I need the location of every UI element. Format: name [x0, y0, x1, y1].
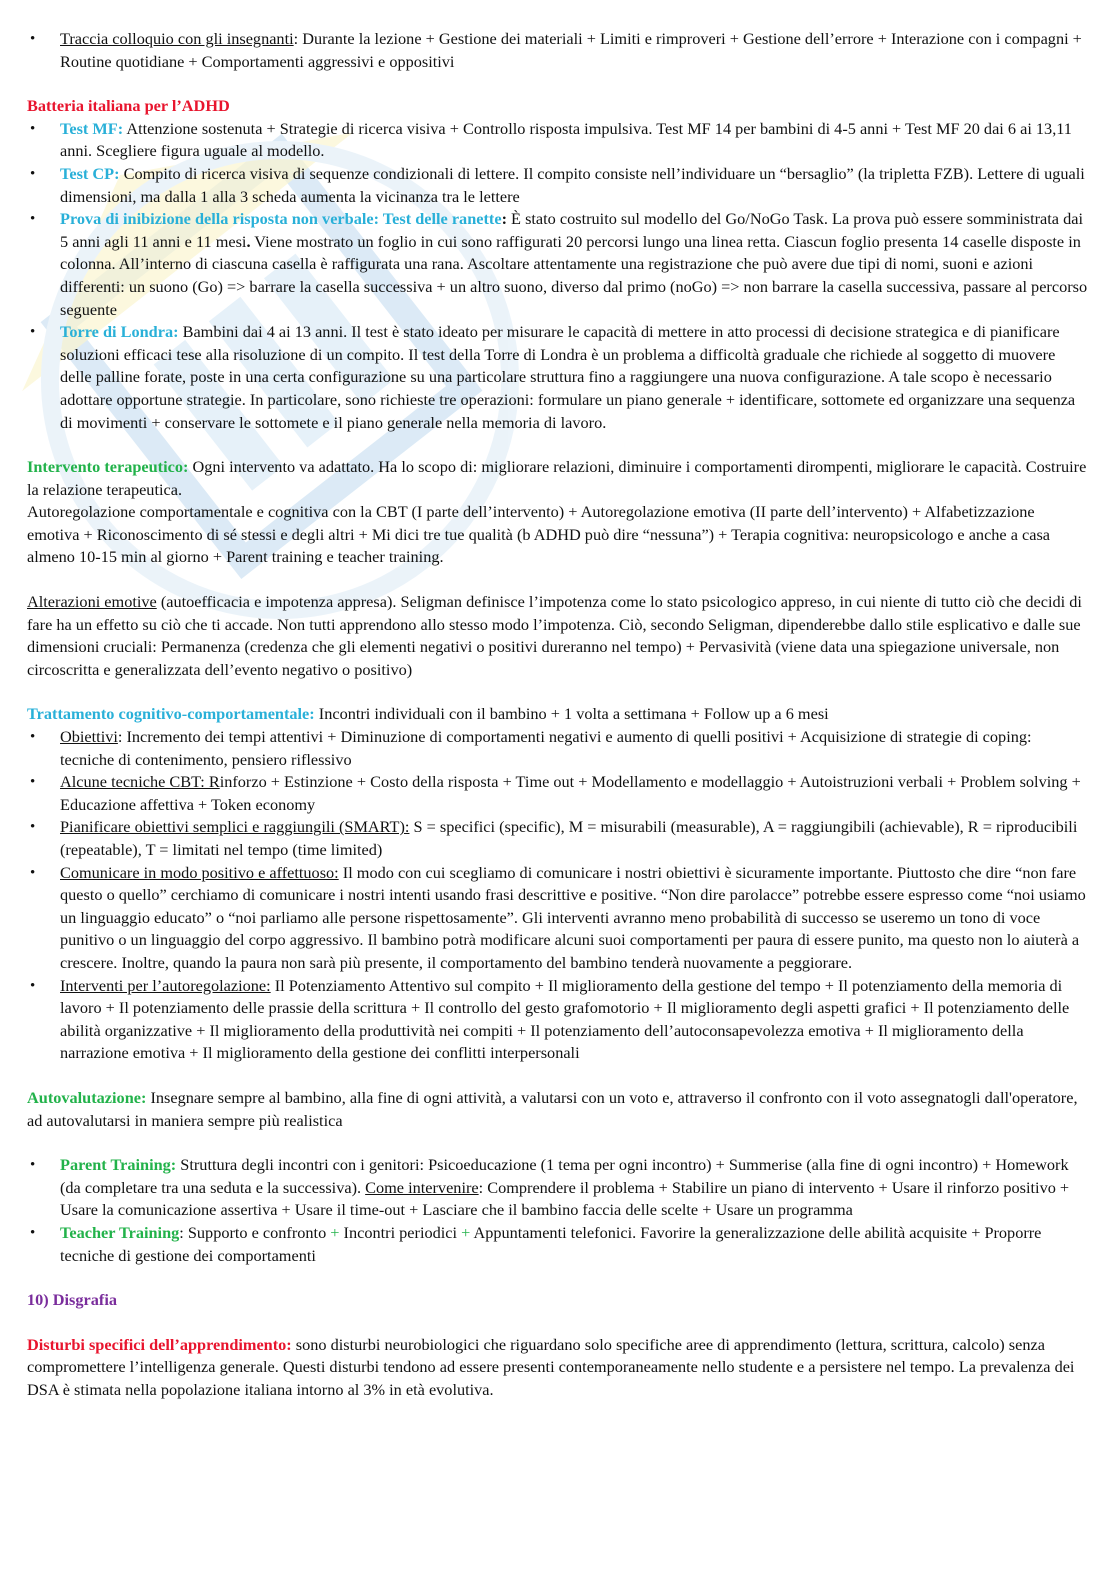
trattamento-label: Trattamento cognitivo-comportamentale:: [27, 704, 315, 724]
teacher-training-item: [27, 1222, 1089, 1267]
torre-londra-item: [27, 321, 1089, 434]
alterazioni-paragraph: [27, 591, 1089, 681]
smart-label: Pianificare obiettivi semplici e raggiungili (SMART):: [60, 817, 410, 837]
comunicare-item: [27, 862, 1089, 975]
smart-text: S = specifici (specific), M = misurabili (measurable), A = raggiungibili (achievable), R = riproducibili (repeatable), T = limitati nel tempo (time limited): [60, 817, 1078, 859]
alterazioni-label: Alterazioni emotive: [27, 592, 157, 612]
obiettivi-label: Obiettivi: [60, 727, 118, 747]
batteria-list: [27, 118, 1089, 434]
tecniche-cbt-item: [27, 771, 1089, 816]
trattamento-paragraph: [27, 703, 1089, 726]
teacher-plus-2: +: [461, 1222, 471, 1242]
parent-training-text-2: : Comprendere il problema + Stabilire un piano di intervento + Usare il rinforzo positivo + Usare la comunicazione assertiva + Usare il time-out + Lasciare che il bambino faccia delle scelte + Usare un programma: [60, 1177, 1070, 1220]
autoregolazione-text: Il Potenziamento Attentivo sul compito + Il miglioramento della gestione del tempo + Il potenziamento della memoria di lavoro + Il potenziamento delle prassie della scrittura + Il controllo del gesto grafomotorio + Il miglioramento degli aspetti grafici + Il potenziamento delle abilità organizzative + Il miglioramento della produttività nei compiti + Il potenziamento dell’autoconsapevolezza emotiva + Il miglioramento della narrazione emotiva + Il miglioramento della gestione dei conflitti interpersonali: [60, 975, 1070, 1063]
come-intervenire-label: Come intervenire: [365, 1177, 479, 1197]
obiettivi-text: : Incremento dei tempi attentivi + Diminuzione di comportamenti negativi e aumento di quelli positivi + Acquisizione di strategie di coping: tecniche di contenimento, pensiero riflessivo: [60, 727, 1032, 769]
section-10-heading: 10) Disgrafia: [27, 1290, 117, 1310]
autovalutazione-paragraph: [27, 1087, 1089, 1132]
batteria-heading: Batteria italiana per l’ADHD: [27, 96, 230, 116]
traccia-text: : Durante la lezione + Gestione dei materiali + Limiti e rimproveri + Gestione dell’errore + Interazione con i compagni + Routine quotidiane + Comportamenti aggressivi e oppositivi: [60, 29, 1082, 71]
training-list: [27, 1154, 1089, 1267]
test-cp-text: Compito di ricerca visiva di sequenze condizionali di lettere. Il compito consiste nell’individuare un “bersaglio” (la tripletta FZB). Lettere di uguali dimensioni, ma dalla 1 alla 3 scheda aumenta la vicinanza tra le lettere: [60, 163, 1085, 206]
test-ranette-text: È stato costruito sul modello del Go/NoGo Task. La prova può essere somministrata dai 5 anni agli 11 anni e 11 mesi: [60, 209, 1083, 251]
test-ranette-label: Prova di inibizione della risposta non verbale: Test delle ranette: [60, 209, 502, 229]
torre-londra-label: Torre di Londra:: [60, 322, 179, 342]
intervento-paragraph-2: Autoregolazione comportamentale e cognitiva con la CBT (I parte dell’intervento) + Autoregolazione emotiva (II parte dell’intervento) + Alfabetizzazione emotiva + Riconoscimento di sé stessi e degli altri + Mi dici tre tue qualità (b ADHD può dire “nessuna”) + Terapia cognitiva: neuropsicologo e anche a casa almeno 10-15 min al giorno + Parent training e teacher training.: [27, 502, 1051, 567]
teacher-training-text-a: : Supporto e confronto: [179, 1222, 331, 1242]
dsa-paragraph: [27, 1334, 1089, 1402]
smart-item: [27, 816, 1089, 861]
trattamento-text: Incontri individuali con il bambino + 1 volta a settimana + Follow up a 6 mesi: [314, 704, 829, 724]
comunicare-text: Il modo con cui scegliamo di comunicare i nostri obiettivi è sicuramente importante. Piuttosto che dire “non fare questo o quello” cerchiamo di comunicare i nostri intenti usando frasi descrittive e positive. “Non dire parolacce” potrebbe essere espresso come “noi usiamo un linguaggio educato” o “noi parliamo alle persone rispettosamente”. Gli interventi avranno meno probabilità di successo se useremo un tono di voce punitivo o un linguaggio del corpo aggressivo. Il bambino potrà modificare alcuni suoi comportamenti per paura di essere punito, ma questo non lo aiuterà a crescere. Inoltre, quando la paura non sarà più presente, il comportamento del bambino tenderà nuovamente a peggiorare.: [60, 862, 1086, 972]
test-cp-label: Test CP:: [60, 163, 120, 183]
teacher-training-label: Teacher Training: [60, 1222, 180, 1242]
test-ranette-item: [27, 208, 1089, 321]
test-ranette-text-2: Viene mostrato un foglio in cui sono raffigurati 20 percorsi lungo una linea retta. Ciascun foglio presenta 14 caselle disposte in colonna. All’interno di ciascuna casella è raffigurata una rana. Ascoltare attentamente una registrazione che può avere due tipi di nomi, suoni e azioni differenti: un suono (Go) => barrare la casella successiva + un altro suono, diverso dal primo (noGo) => non barrare la casella successiva, passare al percorso seguente: [60, 231, 1088, 319]
tecniche-cbt-label: Alcune tecniche CBT: R: [60, 772, 220, 792]
autoregolazione-label: Interventi per l’autoregolazione:: [60, 975, 271, 995]
intervento-label: Intervento terapeutico:: [27, 457, 189, 477]
test-ranette-colon: :: [501, 209, 507, 229]
test-ranette-dot: .: [246, 231, 251, 251]
autovalutazione-label: Autovalutazione:: [27, 1087, 147, 1107]
teacher-training-text-b: Incontri periodici: [339, 1222, 462, 1242]
autoregolazione-item: [27, 975, 1089, 1065]
dsa-label: Disturbi specifici dell’apprendimento:: [27, 1334, 292, 1354]
autovalutazione-text: Insegnare sempre al bambino, alla fine di ogni attività, a valutarsi con un voto e, attraverso il confronto con il voto assegnatogli dall'operatore, ad autovalutarsi in maniera sempre più realistica: [27, 1087, 1078, 1130]
tecniche-cbt-text: inforzo + Estinzione + Costo della risposta + Time out + Modellamento e modellaggio + Autoistruzioni verbali + Problem solving + Educazione affettiva + Token economy: [60, 772, 1081, 814]
document-content: [27, 28, 1089, 1401]
dsa-text: sono disturbi neurobiologici che riguardano solo specifiche aree di apprendimento (lettura, scrittura, calcolo) senza compromettere l’intelligenza generale. Questi disturbi tendono ad essere presenti contemporaneamente nello studente e a persistere nel tempo. La prevalenza dei DSA è stimata nella popolazione italiana intorno al 3% in età evolutiva.: [27, 1334, 1075, 1399]
traccia-label: Traccia colloquio con gli insegnanti: [60, 29, 294, 48]
traccia-item: [27, 28, 1089, 73]
teacher-plus-1: +: [330, 1222, 340, 1242]
test-mf-item: [27, 118, 1089, 163]
traccia-list: [27, 28, 1089, 73]
teacher-training-text-c: Appuntamenti telefonici. Favorire la generalizzazione delle abilità acquisite + Proporre tecniche di gestione dei comportamenti: [60, 1222, 1042, 1265]
comunicare-label: Comunicare in modo positivo e affettuoso:: [60, 862, 339, 882]
obiettivi-item: [27, 726, 1089, 771]
torre-londra-text: Bambini dai 4 ai 13 anni. Il test è stato ideato per misurare le capacità di mettere in atto processi di decisione strategica e di pianificare soluzioni efficaci tese alla risoluzione di un compito. Il test della Torre di Londra è un problema a difficoltà graduale che richiede al soggetto di muovere delle palline forate, poste in una certa configurazione su una particolare struttura fino a raggiungere una nuova configurazione. A tale scopo è necessario adottare opportune strategie. In particolare, sono richieste tre operazioni: formulare un piano generale + identificare, sottomete ed organizzare una sequenza di movimenti + conservare le sottomete e il piano generale nella memoria di lavoro.: [60, 322, 1076, 432]
parent-training-item: [27, 1154, 1089, 1222]
test-mf-label: Test MF:: [60, 118, 124, 138]
intervento-paragraph: [27, 456, 1089, 501]
test-mf-text: Attenzione sostenuta + Strategie di ricerca visiva + Controllo risposta impulsiva. Test MF 14 per bambini di 4-5 anni + Test MF 20 dai 6 ai 13,11 anni. Scegliere figura uguale al modello.: [60, 118, 1072, 161]
parent-training-label: Parent Training:: [60, 1155, 177, 1175]
trattamento-list: [27, 726, 1089, 1065]
alterazioni-text: (autoefficacia e impotenza appresa). Seligman definisce l’impotenza come lo stato psicologico appreso, in cui niente di tutto ciò che decidi di fare ha un effetto su ciò che ti accade. Non tutti apprendono allo stesso modo l’impotenza. Ciò, secondo Seligman, dipenderebbe dallo stile esplicativo e dalle sue dimensioni cruciali: Permanenza (credenza che gli elementi negativi o positivi dureranno nel tempo) + Pervasività (viene data una spiegazione universale, non circoscritta e generalizzata dell’evento negativo o positivo): [27, 592, 1082, 679]
parent-training-text: Struttura degli incontri con i genitori: Psicoeducazione (1 tema per ogni incontro) + Summerise (alla fine di ogni incontro) + Homework (da completare tra una seduta e la successiva).: [60, 1155, 1069, 1197]
test-cp-item: [27, 163, 1089, 208]
intervento-text: Ogni intervento va adattato. Ha lo scopo di: migliorare relazioni, diminuire i comportamenti dirompenti, migliorare le capacità. Costruire la relazione terapeutica.: [27, 457, 1087, 499]
